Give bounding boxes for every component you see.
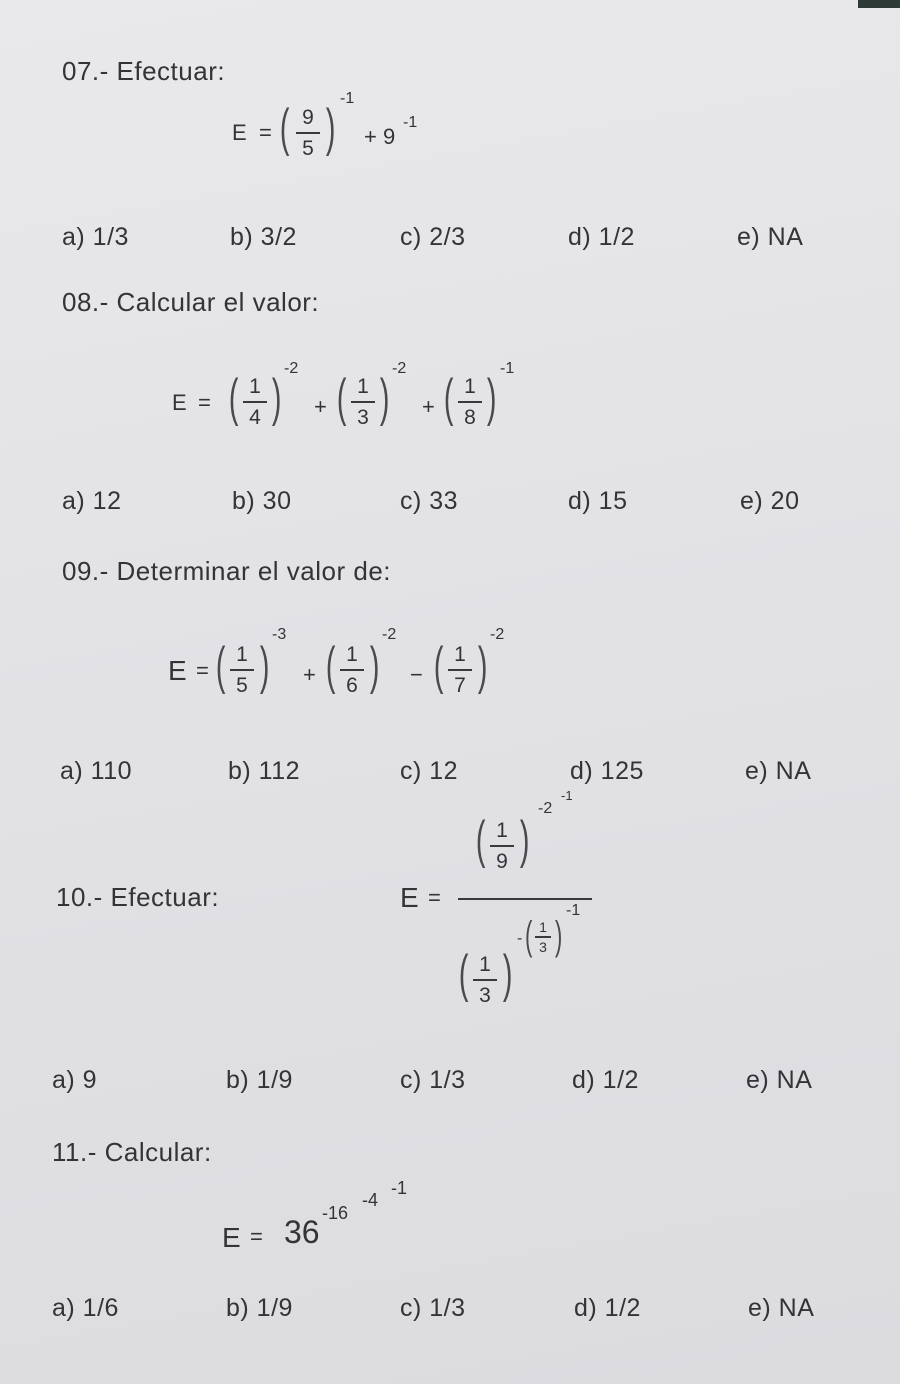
q09-t2-num: 1 [346, 643, 358, 666]
q10-option-d[interactable]: d) 1/2 [572, 1066, 639, 1094]
q08-option-d[interactable]: d) 15 [568, 487, 628, 515]
q09-t2-rparen: ) [369, 637, 380, 695]
q07-option-c[interactable]: c) 2/3 [400, 223, 466, 251]
q10-bot-num: 1 [479, 953, 491, 976]
q10-top-num: 1 [496, 819, 508, 842]
q07-E: E [232, 120, 247, 145]
q08-term3 [458, 376, 482, 428]
q09-option-a[interactable]: a) 110 [60, 757, 133, 785]
q11-option-c[interactable]: c) 1/3 [400, 1294, 466, 1322]
q07-option-e[interactable]: e) NA [737, 223, 804, 251]
q09-option-d[interactable]: d) 125 [570, 757, 644, 785]
q08-term1 [243, 376, 267, 428]
q11-option-a[interactable]: a) 1/6 [52, 1294, 119, 1322]
q11-option-b[interactable]: b) 1/9 [226, 1294, 293, 1322]
q08-E: E [172, 390, 187, 415]
q08-t1-lparen: ( [228, 369, 239, 427]
q07-title: 07.- Efectuar: [62, 56, 226, 86]
q10-bot-lparen: ( [458, 945, 469, 1003]
q10-top-exp: -2 [538, 800, 553, 817]
q08-t3-lparen: ( [443, 369, 454, 427]
q09-t1-den: 5 [236, 673, 248, 697]
q09-t3-exp: -2 [490, 626, 505, 643]
q07-den: 5 [302, 136, 314, 160]
q07-exp: -1 [340, 90, 355, 107]
q08-option-e[interactable]: e) 20 [740, 487, 800, 515]
q08-t1-den: 4 [249, 405, 261, 429]
q09-t2-lparen: ( [325, 637, 336, 695]
q11-base: 36 [284, 1214, 320, 1250]
q10-exp-rparen: ) [554, 914, 563, 958]
q08-t1-num: 1 [249, 375, 261, 398]
q11-exp1: -16 [322, 1203, 349, 1223]
q08-t2-rparen: ) [379, 369, 390, 427]
q10-top-lparen: ( [475, 811, 486, 869]
q08-option-c[interactable]: c) 33 [400, 487, 459, 515]
q10-option-c[interactable]: c) 1/3 [400, 1066, 466, 1094]
q09-option-e[interactable]: e) NA [745, 757, 812, 785]
q08-t2-den: 3 [357, 405, 369, 429]
q11-E: E [222, 1222, 241, 1253]
corner-mark [858, 0, 900, 8]
q10-exp-fraction [535, 920, 551, 954]
q07-base2: 9 [383, 124, 396, 149]
q07-option-b[interactable]: b) 3/2 [230, 223, 297, 251]
q07-num: 9 [302, 106, 314, 129]
q11-exp3: -1 [391, 1178, 408, 1198]
q09-t3-rparen: ) [477, 637, 488, 695]
q10-bot-minus: - [517, 930, 523, 947]
q09-t3-den: 7 [454, 673, 466, 697]
q10-bot-exp2: -1 [566, 902, 581, 919]
q11-title: 11.- Calcular: [52, 1137, 212, 1167]
q07-option-d[interactable]: d) 1/2 [568, 223, 635, 251]
q09-t1-rparen: ) [259, 637, 270, 695]
q07-equals: = [259, 120, 272, 145]
q10-option-a[interactable]: a) 9 [52, 1066, 98, 1094]
q10-exp-num: 1 [539, 919, 547, 935]
q08-title: 08.- Calcular el valor: [62, 287, 320, 317]
q10-exp-den: 3 [539, 938, 547, 955]
q09-t1-exp: -3 [272, 626, 287, 643]
q08-t2-num: 1 [357, 375, 369, 398]
q09-equals: = [196, 658, 209, 683]
q08-t3-exp: -1 [500, 360, 515, 377]
q09-term2 [340, 644, 364, 696]
q10-main-bar [458, 898, 592, 900]
q10-top-rparen: ) [519, 811, 530, 869]
q10-top-den: 9 [496, 849, 508, 873]
q07-lparen: ( [279, 99, 290, 157]
q11-equals: = [250, 1224, 263, 1249]
q08-option-a[interactable]: a) 12 [62, 487, 122, 515]
q10-E: E [400, 882, 419, 913]
q08-t3-den: 8 [464, 405, 476, 429]
q08-t2-exp: -2 [392, 360, 407, 377]
q08-equals: = [198, 390, 211, 415]
q09-term1 [230, 644, 254, 696]
q10-bot-fraction [473, 954, 497, 1006]
q11-exp2: -4 [362, 1190, 379, 1210]
q10-top-exp2: -1 [561, 788, 573, 803]
q10-exp-lparen: ( [524, 914, 533, 958]
q10-option-e[interactable]: e) NA [746, 1066, 813, 1094]
q09-t1-num: 1 [236, 643, 248, 666]
q08-option-b[interactable]: b) 30 [232, 487, 292, 515]
q09-t1-lparen: ( [215, 637, 226, 695]
q07-exp2: -1 [403, 114, 418, 131]
q10-title: 10.- Efectuar: [56, 882, 220, 912]
q08-t3-num: 1 [464, 375, 476, 398]
q07-option-a[interactable]: a) 1/3 [62, 223, 129, 251]
q09-title: 09.- Determinar el valor de: [62, 556, 392, 586]
q08-op1: + [314, 394, 327, 419]
q07-plus: + [364, 124, 377, 149]
q11-option-e[interactable]: e) NA [748, 1294, 815, 1322]
q08-term2 [351, 376, 375, 428]
q09-t2-den: 6 [346, 673, 358, 697]
q10-equals: = [428, 885, 441, 910]
q08-op2: + [422, 394, 435, 419]
q09-t3-lparen: ( [433, 637, 444, 695]
q08-t3-rparen: ) [486, 369, 497, 427]
q08-t2-lparen: ( [336, 369, 347, 427]
q09-op1: + [303, 662, 316, 687]
q10-top-fraction [490, 820, 514, 872]
q07-rparen: ) [325, 99, 336, 157]
q10-bot-den: 3 [479, 983, 491, 1007]
q09-E: E [168, 655, 187, 686]
q10-bot-rparen: ) [502, 945, 513, 1003]
q09-option-c[interactable]: c) 12 [400, 757, 459, 785]
q09-option-b[interactable]: b) 112 [228, 757, 301, 785]
q09-op2: − [410, 662, 423, 687]
q09-t2-exp: -2 [382, 626, 397, 643]
q09-term3 [448, 644, 472, 696]
q11-option-d[interactable]: d) 1/2 [574, 1294, 641, 1322]
q10-option-b[interactable]: b) 1/9 [226, 1066, 293, 1094]
q09-t3-num: 1 [454, 643, 466, 666]
q08-t1-exp: -2 [284, 360, 299, 377]
q08-t1-rparen: ) [271, 369, 282, 427]
q07-fraction [296, 107, 320, 159]
